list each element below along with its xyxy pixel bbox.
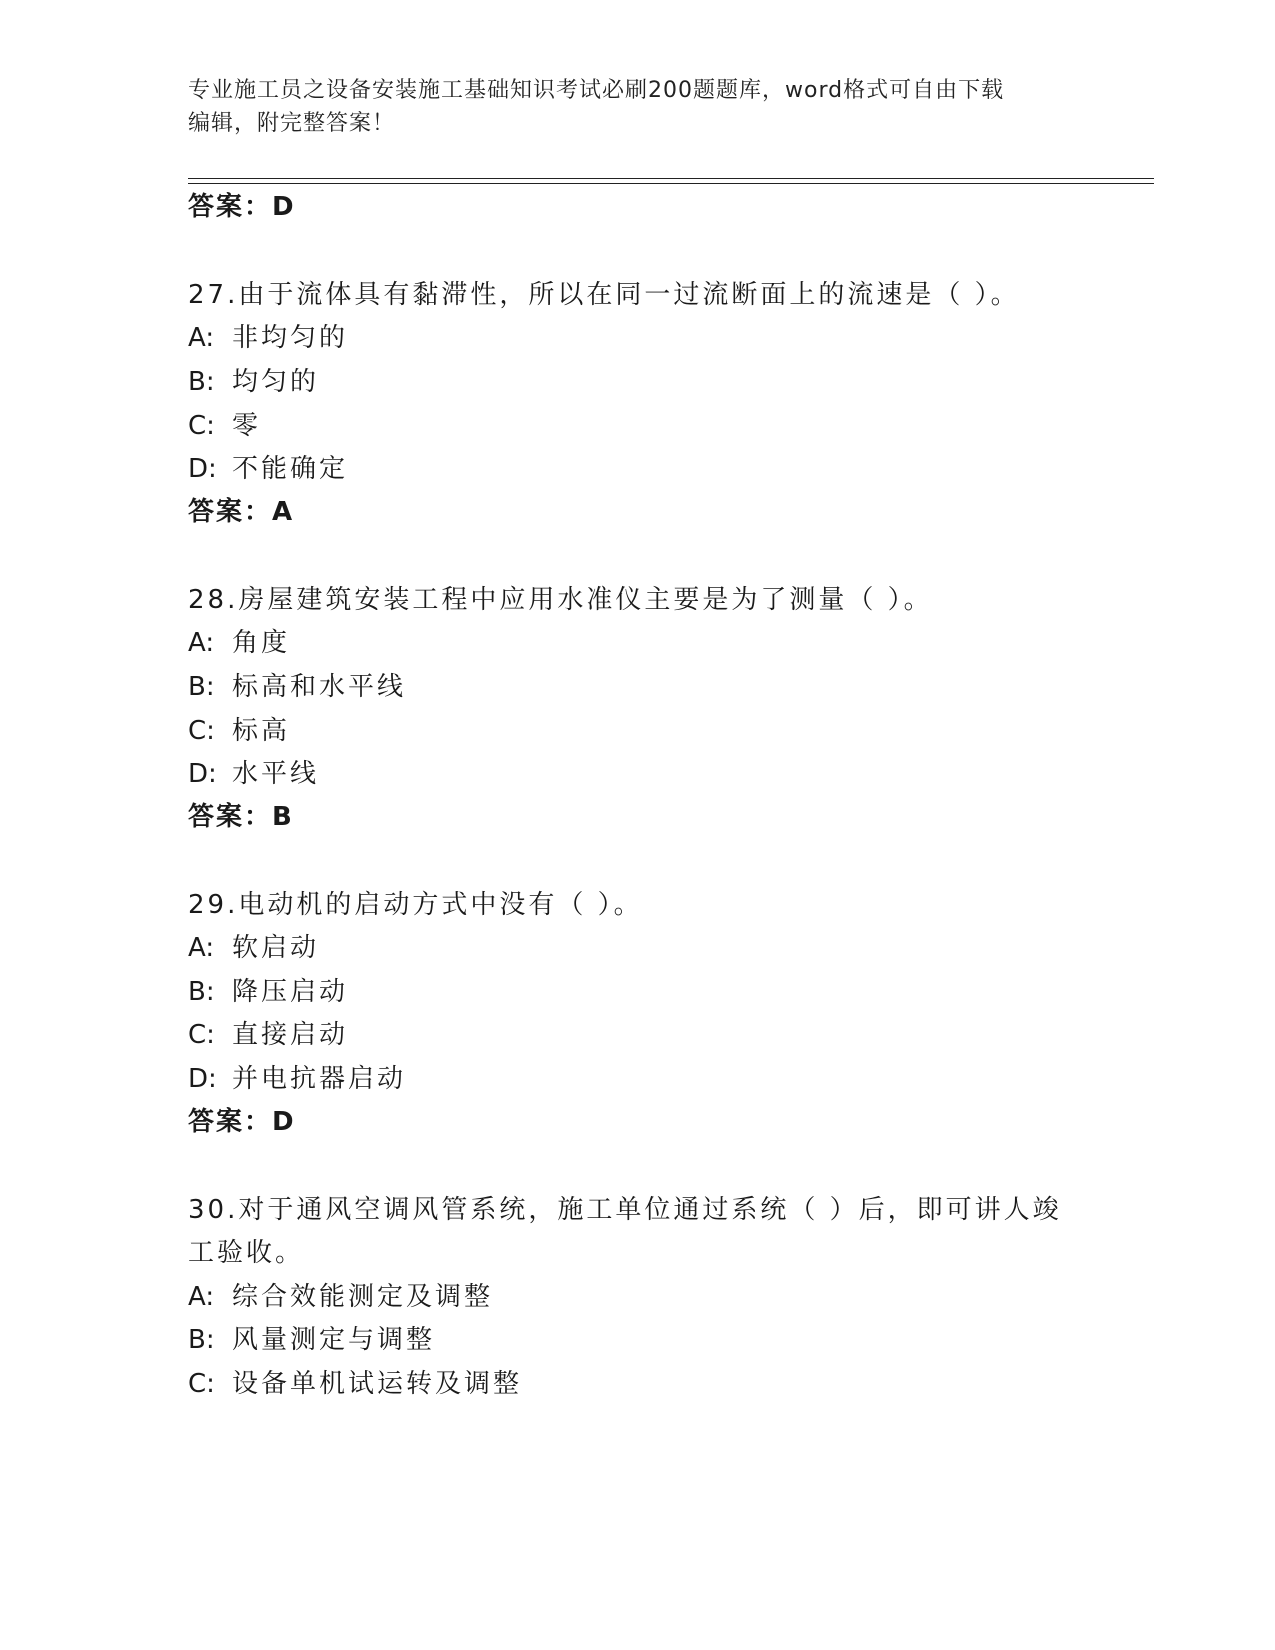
question-28-stem: 28.房屋建筑安装工程中应用水准仪主要是为了测量（ ）。 (188, 585, 933, 615)
question-29-option-d: D: 并电抗器启动 (188, 1064, 407, 1094)
header-line-1: 专业施工员之设备安装施工基础知识考试必刷200题题库，word格式可自由下载 (188, 78, 1005, 103)
question-29-stem: 29.电动机的启动方式中没有（ ）。 (188, 890, 643, 920)
question-27-option-b: B: 均匀的 (188, 367, 320, 397)
question-29-answer: 答案：D (188, 1107, 296, 1137)
question-27-stem: 27.由于流体具有黏滞性，所以在同一过流断面上的流速是（ ）。 (188, 280, 1020, 310)
question-30-option-b: B: 风量测定与调整 (188, 1325, 436, 1355)
question-29-option-a: A: 软启动 (188, 933, 320, 963)
question-30-option-c: C: 设备单机试运转及调整 (188, 1369, 523, 1399)
question-28-option-c: C: 标高 (188, 716, 291, 746)
question-27-answer: 答案：A (188, 497, 295, 527)
question-30-stem-continued: 工验收。 (188, 1238, 305, 1268)
question-27-option-a: A: 非均匀的 (188, 323, 349, 353)
question-28-option-d: D: 水平线 (188, 759, 320, 789)
header-divider-bottom (188, 183, 1154, 184)
question-30-stem: 30.对于通风空调风管系统，施工单位通过系统（ ）后，即可讲人竣 (188, 1195, 1062, 1225)
previous-answer: 答案：D (188, 192, 296, 222)
question-28-option-a: A: 角度 (188, 628, 291, 658)
header-divider-top (188, 178, 1154, 179)
question-29-option-b: B: 降压启动 (188, 977, 349, 1007)
header-line-2: 编辑，附完整答案！ (188, 111, 396, 136)
question-29-option-c: C: 直接启动 (188, 1020, 349, 1050)
question-28-answer: 答案：B (188, 802, 294, 832)
question-28-option-b: B: 标高和水平线 (188, 672, 407, 702)
question-30-option-a: A: 综合效能测定及调整 (188, 1282, 494, 1312)
question-27-option-d: D: 不能确定 (188, 454, 349, 484)
document-header (188, 74, 1068, 140)
question-27-option-c: C: 零 (188, 411, 262, 441)
